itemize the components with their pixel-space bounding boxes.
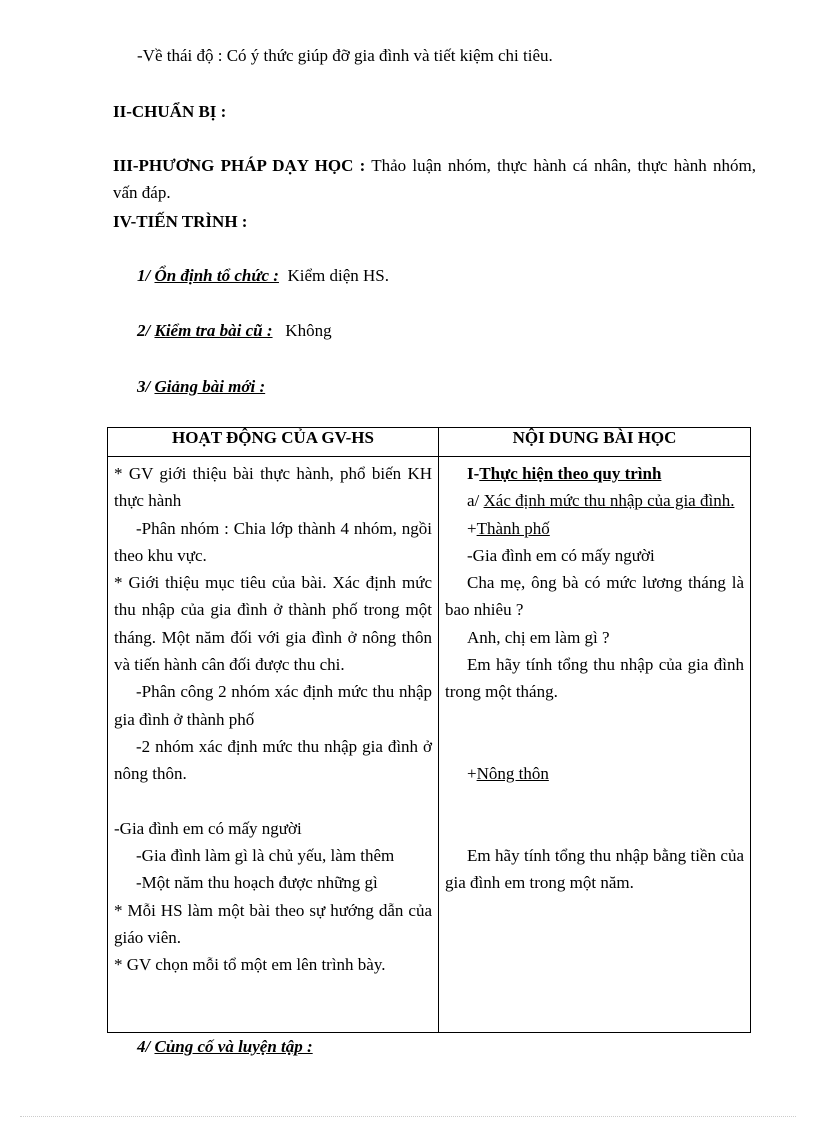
step-3 xyxy=(137,376,265,398)
step-1-label: 1/ xyxy=(137,266,155,285)
section-method-heading: III-PHƯƠNG PHÁP DẠY HỌC : xyxy=(113,156,366,175)
content-heading-prefix: I- xyxy=(467,464,480,483)
content-heading xyxy=(445,460,744,487)
activity-assign-rural: -2 nhóm xác định mức thu nhập gia đình ở nông thôn. xyxy=(114,736,432,784)
content-sub-a-text: Xác định mức thu nhập của gia đình. xyxy=(483,491,735,511)
activity-question-harvest: -Một năm thu hoạch được những gì xyxy=(136,873,378,893)
activity-intro: * GV giới thiệu bài thực hành, phổ biến KH thực hành xyxy=(114,464,432,511)
lesson-table-header-row xyxy=(108,428,751,457)
step-4-label: 4/ xyxy=(137,1037,155,1056)
attitude-objective: -Về thái độ : Có ý thức giúp đỡ gia đình và tiết kiệm chi tiêu. xyxy=(137,46,553,65)
step-3-label: 3/ xyxy=(137,377,155,396)
content-salary: Cha mẹ, ông bà có mức lương tháng là bao nhiêu ? xyxy=(445,573,744,620)
step-4-title: Củng cố và luyện tập : xyxy=(154,1037,313,1056)
content-total-month: Em hãy tính tổng thu nhập của gia đình trong một tháng. xyxy=(445,655,744,702)
content-city-label: Thành phố xyxy=(476,518,550,538)
step-2 xyxy=(137,320,332,342)
activity-assign-city: -Phân công 2 nhóm xác định mức thu nhập gia đình ở thành phố xyxy=(114,682,432,729)
activity-objectives: * Giới thiệu mục tiêu của bài. Xác định mức thu nhập của gia đình ở thành phố trong một tháng. Một năm đối với gia đình ở nông thôn và tiến hành cân đối được thu chi. xyxy=(114,573,432,675)
step-4 xyxy=(137,1036,313,1058)
content-cell xyxy=(439,457,751,1033)
content-rural xyxy=(445,760,744,787)
content-members: -Gia đình em có mấy người xyxy=(467,545,655,565)
header-content: NỘI DUNG BÀI HỌC xyxy=(439,428,751,457)
step-2-title: Kiểm tra bài cũ : xyxy=(154,321,273,340)
activity-question-members: -Gia đình em có mấy người xyxy=(114,818,302,838)
step-1-text: Kiểm diện HS. xyxy=(287,266,389,285)
step-2-label: 2/ xyxy=(137,321,155,340)
content-total-year: Em hãy tính tổng thu nhập bằng tiền của gia đình em trong một năm. xyxy=(445,846,744,893)
activity-presentation: * GV chọn mỗi tổ một em lên trình bày. xyxy=(114,955,386,975)
activity-individual-work: * Mỗi HS làm một bài theo sự hướng dẫn của giáo viên. xyxy=(114,900,432,948)
header-activities: HOẠT ĐỘNG CỦA GV-HS xyxy=(108,428,439,457)
lesson-table-row xyxy=(108,457,751,1033)
content-city xyxy=(445,515,744,542)
section-method xyxy=(113,152,756,206)
lesson-table xyxy=(107,427,751,1033)
content-rural-prefix: + xyxy=(467,764,477,784)
step-2-text: Không xyxy=(285,321,332,340)
step-3-title: Giảng bài mới : xyxy=(154,377,266,396)
content-sub-a-prefix: a/ xyxy=(467,491,484,511)
content-sub-a xyxy=(445,487,744,514)
content-siblings: Anh, chị em làm gì ? xyxy=(467,627,610,647)
content-rural-label: Nông thôn xyxy=(476,764,549,784)
content-heading-text: Thực hiện theo quy trình xyxy=(479,464,662,483)
section-preparation-heading: II-CHUẨN BỊ : xyxy=(113,102,227,121)
activity-question-work: -Gia đình làm gì là chủ yếu, làm thêm xyxy=(136,846,395,866)
page-bottom-divider xyxy=(20,1116,796,1117)
step-1-title: Ổn định tổ chức : xyxy=(154,266,279,285)
activities-cell xyxy=(108,457,439,1033)
activity-grouping: -Phân nhóm : Chia lớp thành 4 nhóm, ngồi theo khu vực. xyxy=(114,518,432,565)
content-city-prefix: + xyxy=(467,518,477,538)
step-1 xyxy=(137,265,389,287)
section-process-heading: IV-TIẾN TRÌNH : xyxy=(113,212,248,231)
section-method-text: Thảo luận nhóm, thực hành cá nhân, thực hành nhóm, vấn đáp. xyxy=(113,156,756,202)
